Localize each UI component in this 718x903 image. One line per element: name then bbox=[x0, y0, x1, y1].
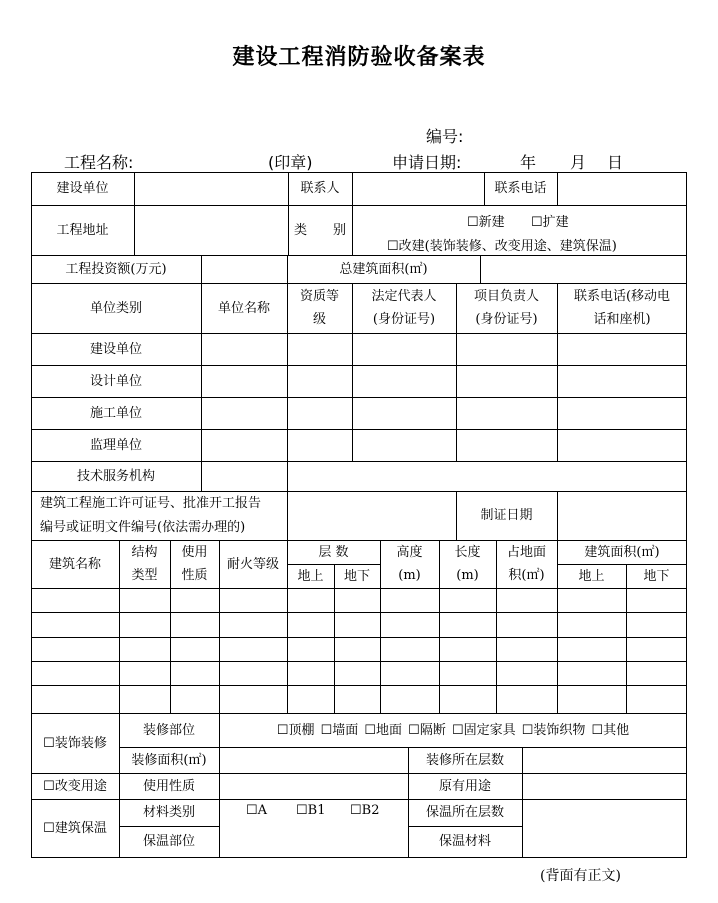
unit-row-label: 建设单位 bbox=[89, 341, 142, 357]
unit-row-label: 技术服务机构 bbox=[76, 468, 155, 484]
insul-part-field[interactable] bbox=[219, 826, 408, 857]
build-area-header: 建筑面积(㎡) bbox=[584, 544, 660, 560]
number-label: 编号: bbox=[426, 127, 464, 146]
deco-floor-field[interactable] bbox=[522, 747, 687, 773]
usage-header: 使用 性质 bbox=[181, 545, 208, 583]
issue-date-field[interactable] bbox=[557, 491, 687, 540]
footprint-header: 占地面 积(㎡) bbox=[506, 545, 546, 583]
deco-area-label: 装修面积(㎡) bbox=[131, 752, 207, 768]
footer-note: (背面有正文) bbox=[540, 868, 621, 884]
deco-part-label: 装修部位 bbox=[142, 722, 195, 738]
contact-phone-label: 联系电话 bbox=[494, 181, 547, 196]
insul-material-label: 保温材料 bbox=[438, 834, 491, 849]
unit-name-header: 单位名称 bbox=[217, 300, 270, 316]
height-header: 高度 (m) bbox=[396, 545, 423, 583]
new-build-checkbox[interactable]: ☐新建 bbox=[467, 215, 505, 230]
permit-field[interactable] bbox=[287, 491, 456, 540]
fire-rating-header: 耐火等级 bbox=[226, 556, 279, 572]
change-use-checkbox[interactable]: ☐改变用途 bbox=[43, 778, 107, 794]
rebuild-checkbox[interactable]: ☐改建(装饰装修、改变用途、建筑保温) bbox=[387, 239, 617, 254]
unit-type-header: 单位类别 bbox=[89, 300, 142, 316]
month-label: 月 bbox=[570, 153, 587, 172]
unit-row-label: 设计单位 bbox=[89, 373, 142, 389]
decoration-checkbox[interactable]: ☐装饰装修 bbox=[43, 735, 107, 751]
original-use-field[interactable] bbox=[522, 773, 687, 799]
grade-b2-checkbox[interactable]: ☐B2 bbox=[350, 803, 380, 818]
unit-row-label: 施工单位 bbox=[89, 405, 142, 421]
project-lead-header: 项目负责人 (身份证号) bbox=[473, 289, 539, 327]
floors-below-header: 地下 bbox=[343, 568, 370, 584]
deco-options[interactable]: ☐顶棚 ☐墙面 ☐地面 ☐隔断 ☐固定家具 ☐装饰织物 ☐其他 bbox=[276, 722, 630, 738]
area-below-header: 地下 bbox=[643, 568, 670, 584]
deco-area-field[interactable] bbox=[219, 747, 408, 773]
construction-unit-label: 建设单位 bbox=[56, 181, 109, 196]
apply-date-label: 申请日期: bbox=[392, 153, 462, 172]
expand-checkbox[interactable]: ☐扩建 bbox=[531, 215, 569, 230]
length-header: 长度 (m) bbox=[454, 545, 481, 583]
floors-header: 层 数 bbox=[318, 544, 349, 560]
total-area-field[interactable] bbox=[480, 255, 687, 283]
project-name-label: 工程名称: bbox=[64, 153, 134, 172]
phone-header: 联系电话(移动电 话和座机) bbox=[573, 289, 671, 327]
grade-b1-checkbox[interactable]: ☐B1 bbox=[296, 803, 326, 818]
deco-floor-label: 装修所在层数 bbox=[425, 752, 504, 768]
insul-material-field[interactable] bbox=[522, 826, 687, 857]
usage-nature-label: 使用性质 bbox=[142, 778, 195, 794]
category-label: 类 别 bbox=[293, 222, 346, 238]
investment-label: 工程投资额(万元) bbox=[65, 261, 167, 277]
insul-floor-label: 保温所在层数 bbox=[425, 805, 504, 820]
contact-phone-field[interactable] bbox=[557, 172, 687, 205]
insulation-checkbox[interactable]: ☐建筑保温 bbox=[43, 820, 107, 836]
form-title: 建设工程消防验收备案表 bbox=[232, 45, 486, 70]
usage-nature-field[interactable] bbox=[219, 773, 408, 799]
insul-part-label: 保温部位 bbox=[142, 834, 195, 849]
legal-rep-header: 法定代表人 (身份证号) bbox=[371, 289, 437, 327]
area-above-header: 地上 bbox=[578, 568, 605, 584]
unit-row-label: 监理单位 bbox=[89, 437, 142, 453]
structure-header: 结构 类型 bbox=[131, 545, 158, 583]
material-type-label: 材料类别 bbox=[142, 805, 195, 820]
issue-date-label: 制证日期 bbox=[480, 508, 533, 523]
day-label: 日 bbox=[607, 153, 624, 172]
permit-label: 建筑工程施工许可证号、批准开工报告 编号或证明文件编号(依法需办理的) bbox=[40, 496, 262, 535]
insul-floor-field[interactable] bbox=[522, 799, 687, 826]
contact-field[interactable] bbox=[352, 172, 484, 205]
project-address-field[interactable] bbox=[134, 205, 288, 255]
qualification-header: 资质等 级 bbox=[299, 289, 339, 327]
original-use-label: 原有用途 bbox=[438, 778, 491, 794]
seal-label: (印章) bbox=[268, 153, 313, 172]
project-address-label: 工程地址 bbox=[56, 222, 109, 238]
floors-above-header: 地上 bbox=[297, 568, 324, 584]
construction-unit-field[interactable] bbox=[134, 172, 288, 205]
building-name-header: 建筑名称 bbox=[48, 556, 101, 572]
year-label: 年 bbox=[520, 153, 537, 172]
total-area-label: 总建筑面积(㎡) bbox=[339, 261, 428, 277]
grade-a-checkbox[interactable]: ☐A bbox=[246, 803, 268, 818]
investment-field[interactable] bbox=[201, 255, 287, 283]
contact-label: 联系人 bbox=[300, 181, 340, 196]
